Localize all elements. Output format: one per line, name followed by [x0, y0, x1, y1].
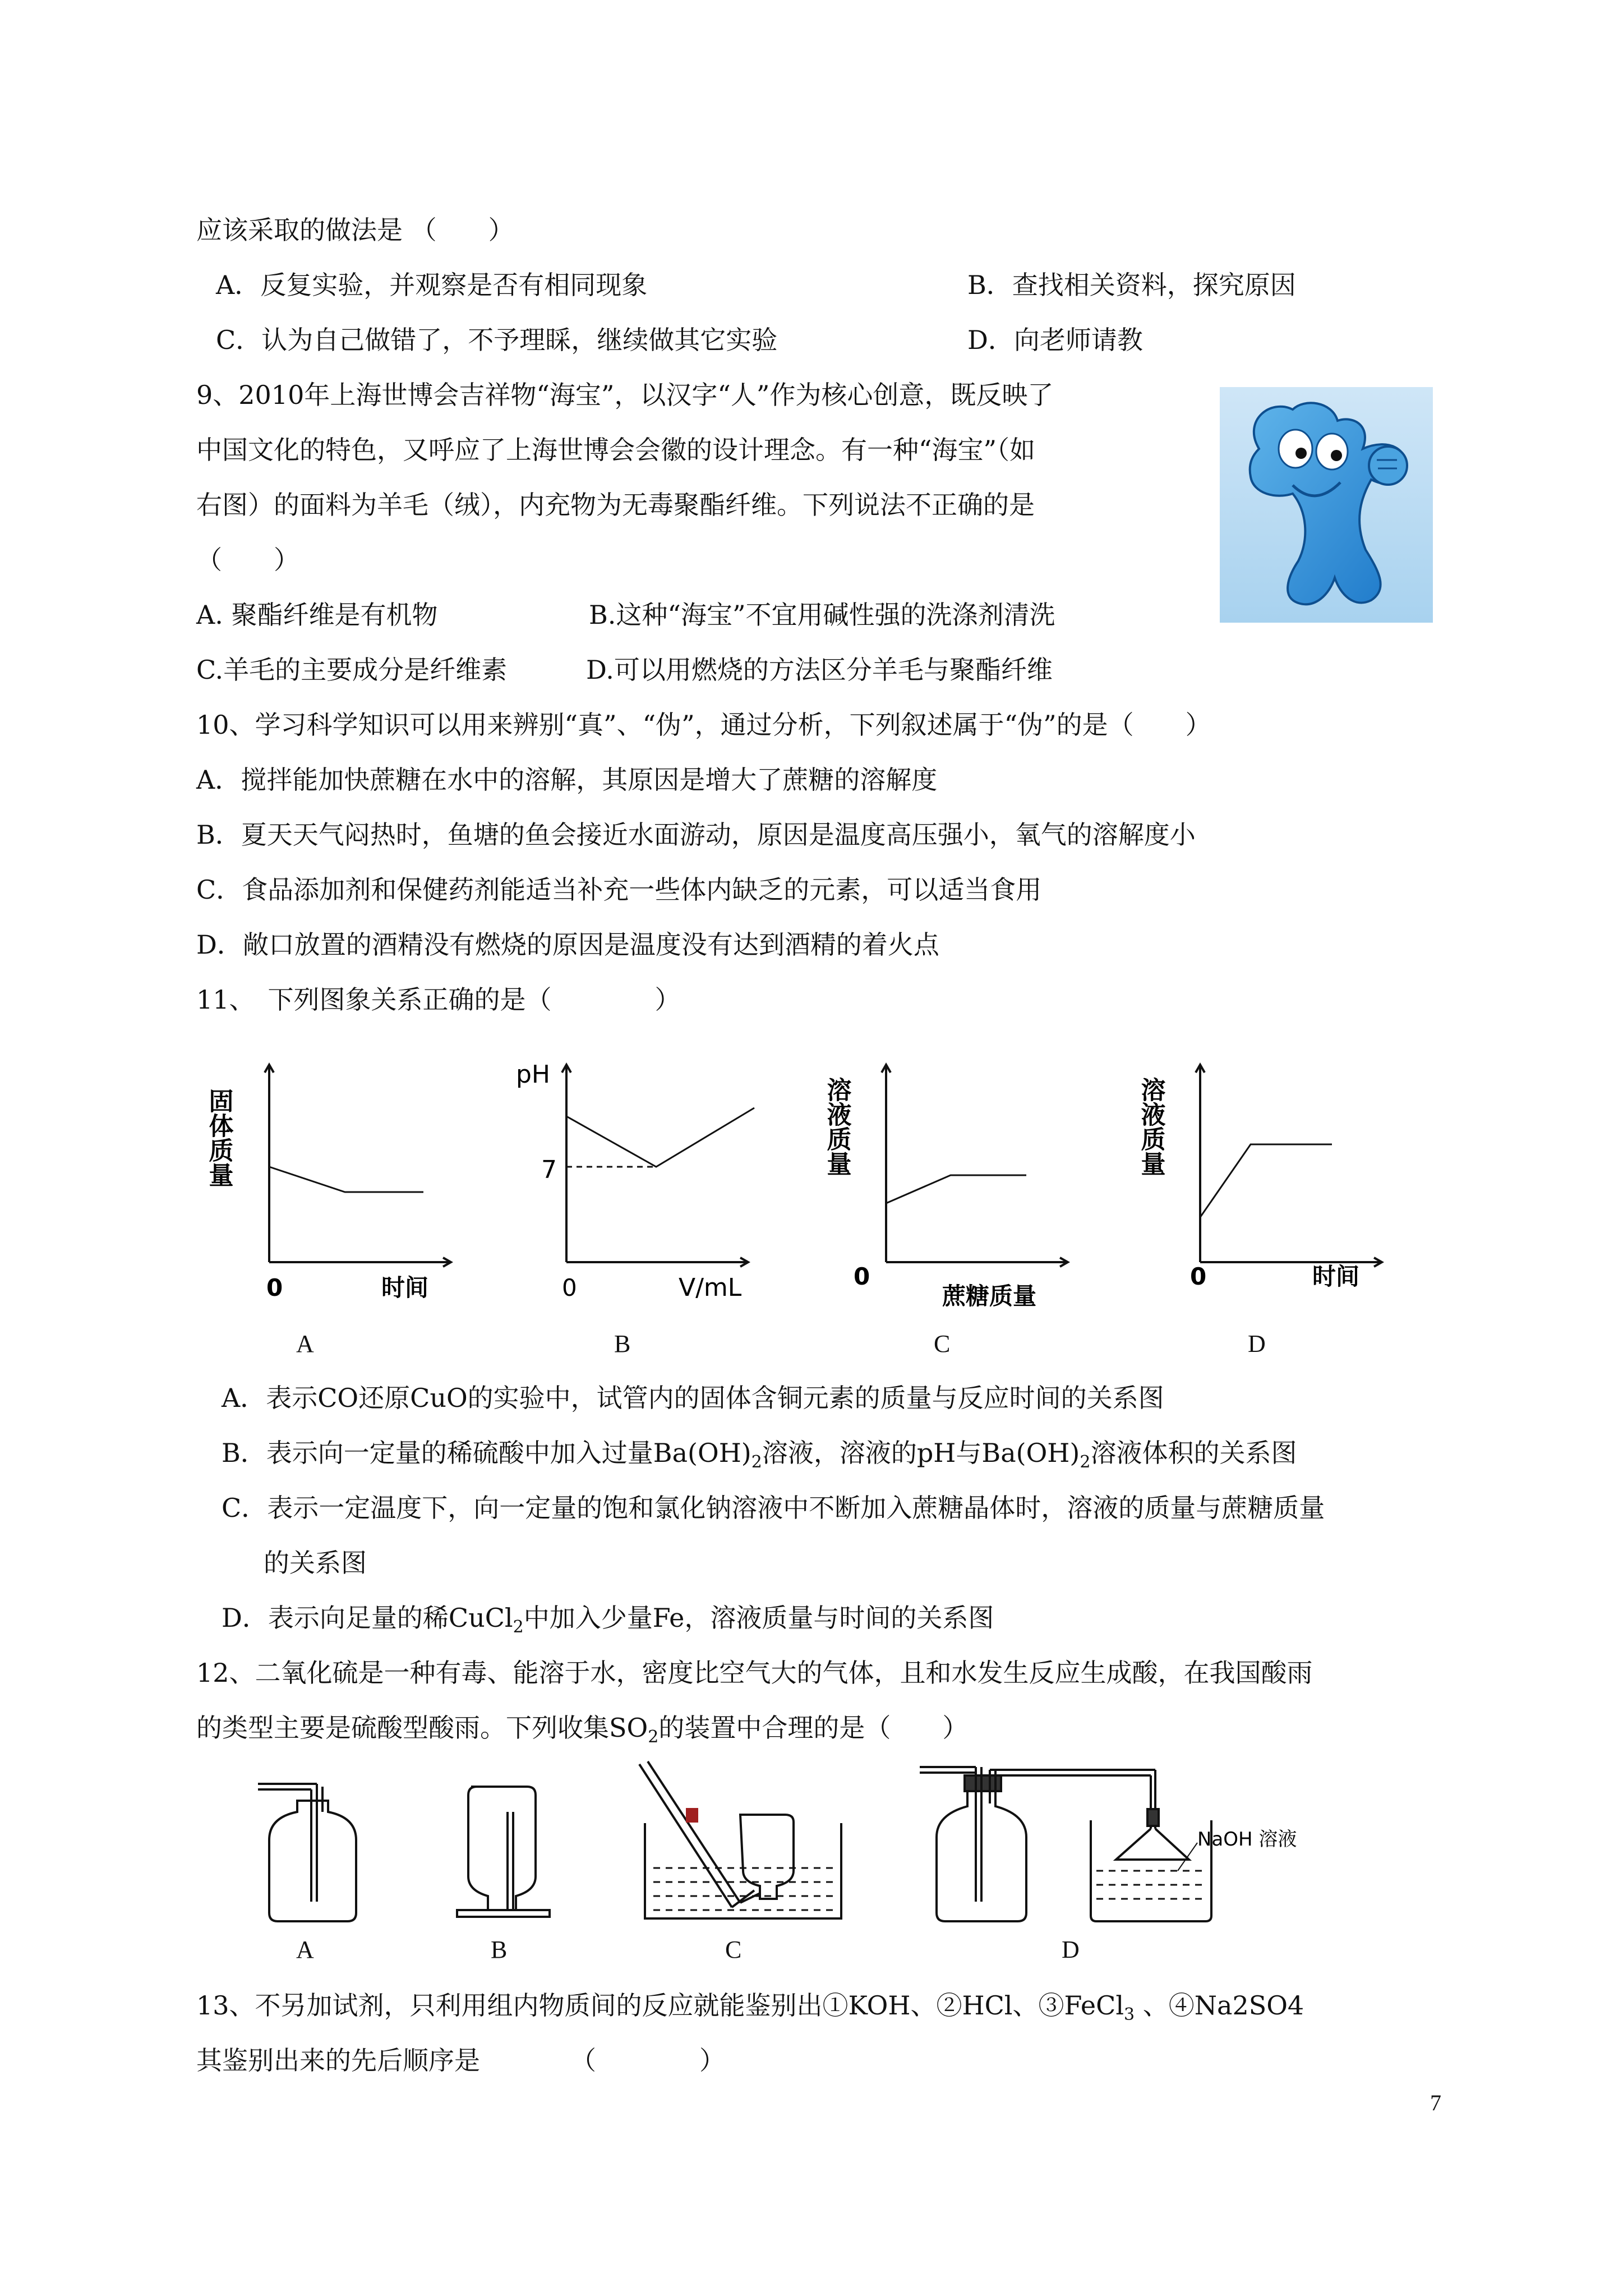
apparatus-a-caption: A: [296, 1936, 314, 1963]
q13-stem-line2: 其鉴别出来的先后顺序是 （ ）: [196, 2045, 725, 2076]
q11-graphs-figure: [204, 1055, 1391, 1324]
graph-b-origin: 0: [562, 1274, 577, 1301]
graph-a-xlabel: 时间: [381, 1274, 429, 1301]
q11-option-c-line2: 的关系图: [264, 1548, 367, 1578]
graph-a-ylabel: 固体质量: [204, 1088, 233, 1187]
graph-a-caption: A: [296, 1330, 314, 1358]
graph-b-tick-7: 7: [541, 1156, 557, 1184]
q10-option-b: B．夏天天气闷热时，鱼塘的鱼会接近水面游动，原因是温度高压强小，氧气的溶解度小: [196, 820, 1196, 850]
apparatus-b-caption: B: [491, 1936, 508, 1963]
page-number: 7: [1430, 2090, 1441, 2115]
q12-apparatus-figure: [247, 1756, 1340, 1924]
graph-d-ylabel: 溶液质量: [1136, 1077, 1165, 1176]
q11-option-c-line1: C．表示一定温度下，向一定量的饱和氯化钠溶液中不断加入蔗糖晶体时，溶液的质量与蔗糖质量: [222, 1493, 1325, 1523]
naoh-solution-label: NaOH 溶液: [1197, 1828, 1297, 1851]
apparatus-c-caption: C: [725, 1936, 742, 1963]
q10-stem: 10、学习科学知识可以用来辨别“真”、“伪”，通过分析，下列叙述属于“伪”的是（ ）: [196, 710, 1211, 740]
apparatus-d-solution: [1096, 1871, 1206, 1899]
q8-option-a: A．反复实验，并观察是否有相同现象: [216, 270, 648, 300]
q10-option-d: D．敞口放置的酒精没有燃烧的原因是温度没有达到酒精的着火点: [196, 930, 939, 960]
q13-stem-line1: 13、不另加试剂，只利用组内物质间的反应就能鉴别出①KOH、②HCl、③FeCl$_3$ 、④Na2SO4: [196, 1990, 1304, 2025]
graph-c-ylabel: 溶液质量: [822, 1077, 851, 1176]
q12-stem-line2: 的类型主要是硫酸型酸雨。下列收集$SO_2$的装置中合理的是（ ）: [196, 1713, 969, 1747]
graph-c-xlabel: 蔗糖质量: [942, 1282, 1037, 1310]
graph-b-caption: B: [614, 1330, 631, 1358]
q9-stem-line3: 右图）的面料为羊毛（绒），内充物为无毒聚酯纤维。下列说法不正确的是: [196, 490, 1035, 520]
apparatus-d-caption: D: [1062, 1936, 1080, 1963]
q9-stem-line2: 中国文化的特色，又呼应了上海世博会会徽的设计理念。有一种“海宝”（如: [196, 435, 1036, 465]
q12-stem-line1: 12、二氧化硫是一种有毒、能溶于水，密度比空气大的气体，且和水发生反应生成酸，在我国酸雨: [196, 1658, 1313, 1688]
graph-c-caption: C: [934, 1330, 951, 1358]
q9-stem-line4: （ ）: [196, 545, 299, 575]
q10-option-c: C．食品添加剂和保健药剂能适当补充一些体内缺乏的元素，可以适当食用: [196, 875, 1042, 905]
apparatus-a: [258, 1784, 356, 1921]
q11-stem: 11、 下列图象关系正确的是（ ）: [196, 984, 681, 1015]
q8-option-b: B．查找相关资料，探究原因: [967, 270, 1296, 300]
q9-option-b: B.这种“海宝”不宜用碱性强的洗涤剂清洗: [589, 600, 1055, 630]
graph-a-origin: 0: [266, 1274, 283, 1301]
graph-d: [1137, 1065, 1382, 1290]
q11-option-b: B．表示向一定量的稀硫酸中加入过量$Ba(OH)_2$溶液，溶液的pH与$Ba(OH)_2$溶液体积的关系图: [222, 1438, 1297, 1473]
q11-option-a: A．表示CO还原CuO的实验中，试管内的固体含铜元素的质量与反应时间的关系图: [222, 1383, 1164, 1413]
q11-option-d: D．表示向足量的稀CuCl$_2$中加入少量Fe，溶液质量与时间的关系图: [222, 1603, 994, 1637]
q9-option-c: C.羊毛的主要成分是纤维素: [196, 655, 508, 685]
q9-stem-line1: 9、2010年上海世博会吉祥物“海宝”，以汉字“人”作为核心创意，既反映了: [196, 380, 1054, 410]
q8-stem-tail: 应该采取的做法是 （ ）: [196, 215, 514, 245]
apparatus-c: [639, 1761, 841, 1918]
q8-option-c: C．认为自己做错了，不予理睬，继续做其它实验: [216, 325, 778, 355]
graph-b-ylabel: pH: [516, 1060, 551, 1089]
apparatus-b: [457, 1787, 550, 1917]
graph-b: [516, 1060, 754, 1302]
haibao-mascot-image: [1220, 387, 1433, 623]
graph-b-xlabel: V/mL: [679, 1273, 742, 1302]
apparatus-d: [920, 1767, 1211, 1921]
graph-d-xlabel: 时间: [1312, 1263, 1360, 1290]
graph-c: [823, 1065, 1068, 1310]
graph-d-origin: 0: [1190, 1263, 1207, 1290]
q9-option-a: A. 聚酯纤维是有机物: [196, 600, 438, 630]
graph-a: [205, 1065, 451, 1301]
q10-option-a: A．搅拌能加快蔗糖在水中的溶解，其原因是增大了蔗糖的溶解度: [196, 765, 938, 795]
q8-option-d: D．向老师请教: [967, 325, 1143, 355]
graph-c-origin: 0: [854, 1263, 870, 1290]
graph-d-caption: D: [1248, 1330, 1266, 1358]
q9-option-d: D.可以用燃烧的方法区分羊毛与聚酯纤维: [586, 655, 1053, 685]
